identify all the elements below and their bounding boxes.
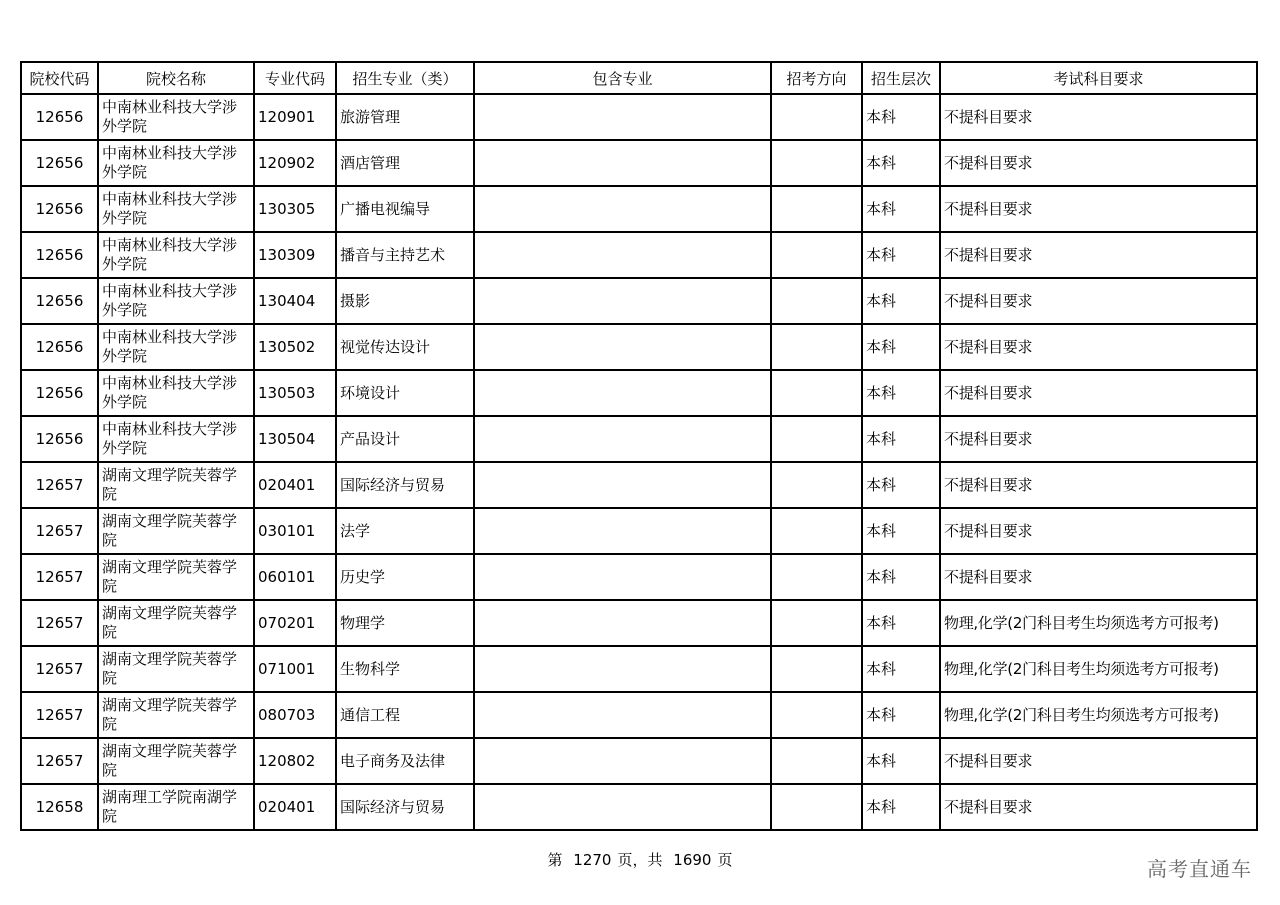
- cell-school-name: 中南林业科技大学涉外学院: [98, 94, 254, 140]
- cell-school-name: 湖南文理学院芙蓉学院: [98, 600, 254, 646]
- cell-major: 国际经济与贸易: [336, 784, 474, 830]
- cell-level: 本科: [862, 324, 940, 370]
- footer-middle: 页，共: [617, 851, 663, 869]
- table-row: [21, 370, 1257, 416]
- cell-school-code: 12657: [21, 554, 98, 600]
- cell-direction: [771, 508, 862, 554]
- table-row: [21, 416, 1257, 462]
- cell-subject-requirements: 不提科目要求: [940, 784, 1257, 830]
- cell-school-code: 12657: [21, 738, 98, 784]
- table-row: [21, 140, 1257, 186]
- cell-level: 本科: [862, 370, 940, 416]
- cell-subject-requirements: 不提科目要求: [940, 508, 1257, 554]
- cell-subject-requirements: 不提科目要求: [940, 462, 1257, 508]
- header-level: 招生层次: [862, 62, 940, 94]
- cell-level: 本科: [862, 140, 940, 186]
- admissions-table: [20, 61, 1258, 831]
- cell-included-majors: [474, 94, 771, 140]
- cell-level: 本科: [862, 94, 940, 140]
- cell-major-code: 120901: [254, 94, 336, 140]
- cell-level: 本科: [862, 692, 940, 738]
- cell-school-code: 12656: [21, 232, 98, 278]
- table-row: [21, 738, 1257, 784]
- cell-subject-requirements: 不提科目要求: [940, 738, 1257, 784]
- page-footer: [0, 849, 1280, 870]
- cell-direction: [771, 232, 862, 278]
- cell-direction: [771, 554, 862, 600]
- cell-school-name: 中南林业科技大学涉外学院: [98, 324, 254, 370]
- cell-school-name: 湖南理工学院南湖学院: [98, 784, 254, 830]
- cell-school-code: 12656: [21, 140, 98, 186]
- cell-subject-requirements: 不提科目要求: [940, 278, 1257, 324]
- cell-school-code: 12658: [21, 784, 98, 830]
- cell-subject-requirements: 物理,化学(2门科目考生均须选考方可报考): [940, 646, 1257, 692]
- cell-major-code: 130503: [254, 370, 336, 416]
- cell-school-code: 12657: [21, 600, 98, 646]
- table-row: [21, 186, 1257, 232]
- cell-school-code: 12657: [21, 508, 98, 554]
- table-row: [21, 784, 1257, 830]
- cell-level: 本科: [862, 554, 940, 600]
- cell-major-code: 120802: [254, 738, 336, 784]
- table-row: [21, 94, 1257, 140]
- cell-school-name: 中南林业科技大学涉外学院: [98, 186, 254, 232]
- cell-major: 旅游管理: [336, 94, 474, 140]
- cell-included-majors: [474, 738, 771, 784]
- cell-included-majors: [474, 232, 771, 278]
- cell-subject-requirements: 物理,化学(2门科目考生均须选考方可报考): [940, 600, 1257, 646]
- cell-subject-requirements: 不提科目要求: [940, 94, 1257, 140]
- table-row: [21, 508, 1257, 554]
- cell-major-code: 130404: [254, 278, 336, 324]
- cell-major-code: 020401: [254, 462, 336, 508]
- table-row: [21, 324, 1257, 370]
- cell-direction: [771, 186, 862, 232]
- watermark-text: 高考直通车: [1147, 857, 1252, 881]
- cell-major-code: 030101: [254, 508, 336, 554]
- cell-major-code: 130502: [254, 324, 336, 370]
- header-included-majors: 包含专业: [474, 62, 771, 94]
- cell-school-code: 12657: [21, 692, 98, 738]
- header-major: 招生专业（类）: [336, 62, 474, 94]
- cell-school-name: 湖南文理学院芙蓉学院: [98, 508, 254, 554]
- cell-level: 本科: [862, 462, 940, 508]
- cell-subject-requirements: 不提科目要求: [940, 232, 1257, 278]
- cell-major-code: 130305: [254, 186, 336, 232]
- table-header-row: [21, 62, 1257, 94]
- cell-direction: [771, 278, 862, 324]
- cell-direction: [771, 324, 862, 370]
- total-pages-number: 1690: [673, 851, 712, 869]
- cell-included-majors: [474, 278, 771, 324]
- cell-subject-requirements: 不提科目要求: [940, 370, 1257, 416]
- footer-prefix: 第: [547, 851, 563, 869]
- cell-major: 摄影: [336, 278, 474, 324]
- cell-school-name: 中南林业科技大学涉外学院: [98, 416, 254, 462]
- cell-included-majors: [474, 692, 771, 738]
- cell-included-majors: [474, 554, 771, 600]
- cell-major: 酒店管理: [336, 140, 474, 186]
- cell-direction: [771, 416, 862, 462]
- cell-included-majors: [474, 324, 771, 370]
- cell-level: 本科: [862, 232, 940, 278]
- cell-major: 视觉传达设计: [336, 324, 474, 370]
- cell-school-name: 湖南文理学院芙蓉学院: [98, 692, 254, 738]
- cell-major-code: 020401: [254, 784, 336, 830]
- cell-level: 本科: [862, 738, 940, 784]
- cell-major-code: 071001: [254, 646, 336, 692]
- cell-major: 物理学: [336, 600, 474, 646]
- cell-subject-requirements: 不提科目要求: [940, 324, 1257, 370]
- cell-school-code: 12656: [21, 186, 98, 232]
- cell-major-code: 060101: [254, 554, 336, 600]
- cell-major: 法学: [336, 508, 474, 554]
- cell-major: 生物科学: [336, 646, 474, 692]
- header-school-name: 院校名称: [98, 62, 254, 94]
- cell-included-majors: [474, 784, 771, 830]
- cell-included-majors: [474, 646, 771, 692]
- cell-direction: [771, 94, 862, 140]
- cell-level: 本科: [862, 508, 940, 554]
- cell-direction: [771, 600, 862, 646]
- cell-school-name: 湖南文理学院芙蓉学院: [98, 738, 254, 784]
- header-school-code: 院校代码: [21, 62, 98, 94]
- cell-included-majors: [474, 600, 771, 646]
- cell-school-code: 12656: [21, 94, 98, 140]
- cell-major: 国际经济与贸易: [336, 462, 474, 508]
- cell-level: 本科: [862, 416, 940, 462]
- cell-school-code: 12657: [21, 462, 98, 508]
- header-subject-requirements: 考试科目要求: [940, 62, 1257, 94]
- table-row: [21, 462, 1257, 508]
- cell-subject-requirements: 物理,化学(2门科目考生均须选考方可报考): [940, 692, 1257, 738]
- cell-school-name: 湖南文理学院芙蓉学院: [98, 554, 254, 600]
- table-row: [21, 554, 1257, 600]
- cell-included-majors: [474, 462, 771, 508]
- cell-direction: [771, 738, 862, 784]
- cell-major: 产品设计: [336, 416, 474, 462]
- header-direction: 招考方向: [771, 62, 862, 94]
- cell-major-code: 120902: [254, 140, 336, 186]
- cell-subject-requirements: 不提科目要求: [940, 416, 1257, 462]
- cell-level: 本科: [862, 784, 940, 830]
- cell-direction: [771, 370, 862, 416]
- cell-direction: [771, 784, 862, 830]
- cell-school-name: 中南林业科技大学涉外学院: [98, 232, 254, 278]
- cell-major: 环境设计: [336, 370, 474, 416]
- cell-major-code: 080703: [254, 692, 336, 738]
- cell-level: 本科: [862, 186, 940, 232]
- cell-direction: [771, 462, 862, 508]
- table-row: [21, 600, 1257, 646]
- cell-major: 电子商务及法律: [336, 738, 474, 784]
- current-page-number: 1270: [573, 851, 612, 869]
- cell-major-code: 070201: [254, 600, 336, 646]
- cell-subject-requirements: 不提科目要求: [940, 140, 1257, 186]
- cell-school-code: 12656: [21, 416, 98, 462]
- cell-direction: [771, 646, 862, 692]
- cell-level: 本科: [862, 646, 940, 692]
- cell-school-code: 12656: [21, 278, 98, 324]
- cell-direction: [771, 140, 862, 186]
- cell-major-code: 130504: [254, 416, 336, 462]
- cell-direction: [771, 692, 862, 738]
- cell-subject-requirements: 不提科目要求: [940, 554, 1257, 600]
- table-row: [21, 646, 1257, 692]
- header-major-code: 专业代码: [254, 62, 336, 94]
- cell-included-majors: [474, 140, 771, 186]
- cell-included-majors: [474, 186, 771, 232]
- cell-level: 本科: [862, 278, 940, 324]
- cell-major: 广播电视编导: [336, 186, 474, 232]
- cell-included-majors: [474, 416, 771, 462]
- cell-school-code: 12656: [21, 324, 98, 370]
- cell-major: 播音与主持艺术: [336, 232, 474, 278]
- table-row: [21, 232, 1257, 278]
- cell-included-majors: [474, 508, 771, 554]
- cell-school-code: 12656: [21, 370, 98, 416]
- table-row: [21, 692, 1257, 738]
- table-row: [21, 278, 1257, 324]
- cell-major: 通信工程: [336, 692, 474, 738]
- cell-school-name: 中南林业科技大学涉外学院: [98, 278, 254, 324]
- cell-major-code: 130309: [254, 232, 336, 278]
- table-body: [21, 94, 1257, 830]
- cell-school-code: 12657: [21, 646, 98, 692]
- cell-school-name: 湖南文理学院芙蓉学院: [98, 462, 254, 508]
- footer-suffix: 页: [717, 851, 733, 869]
- cell-subject-requirements: 不提科目要求: [940, 186, 1257, 232]
- cell-school-name: 中南林业科技大学涉外学院: [98, 370, 254, 416]
- cell-level: 本科: [862, 600, 940, 646]
- cell-school-name: 中南林业科技大学涉外学院: [98, 140, 254, 186]
- cell-included-majors: [474, 370, 771, 416]
- cell-major: 历史学: [336, 554, 474, 600]
- cell-school-name: 湖南文理学院芙蓉学院: [98, 646, 254, 692]
